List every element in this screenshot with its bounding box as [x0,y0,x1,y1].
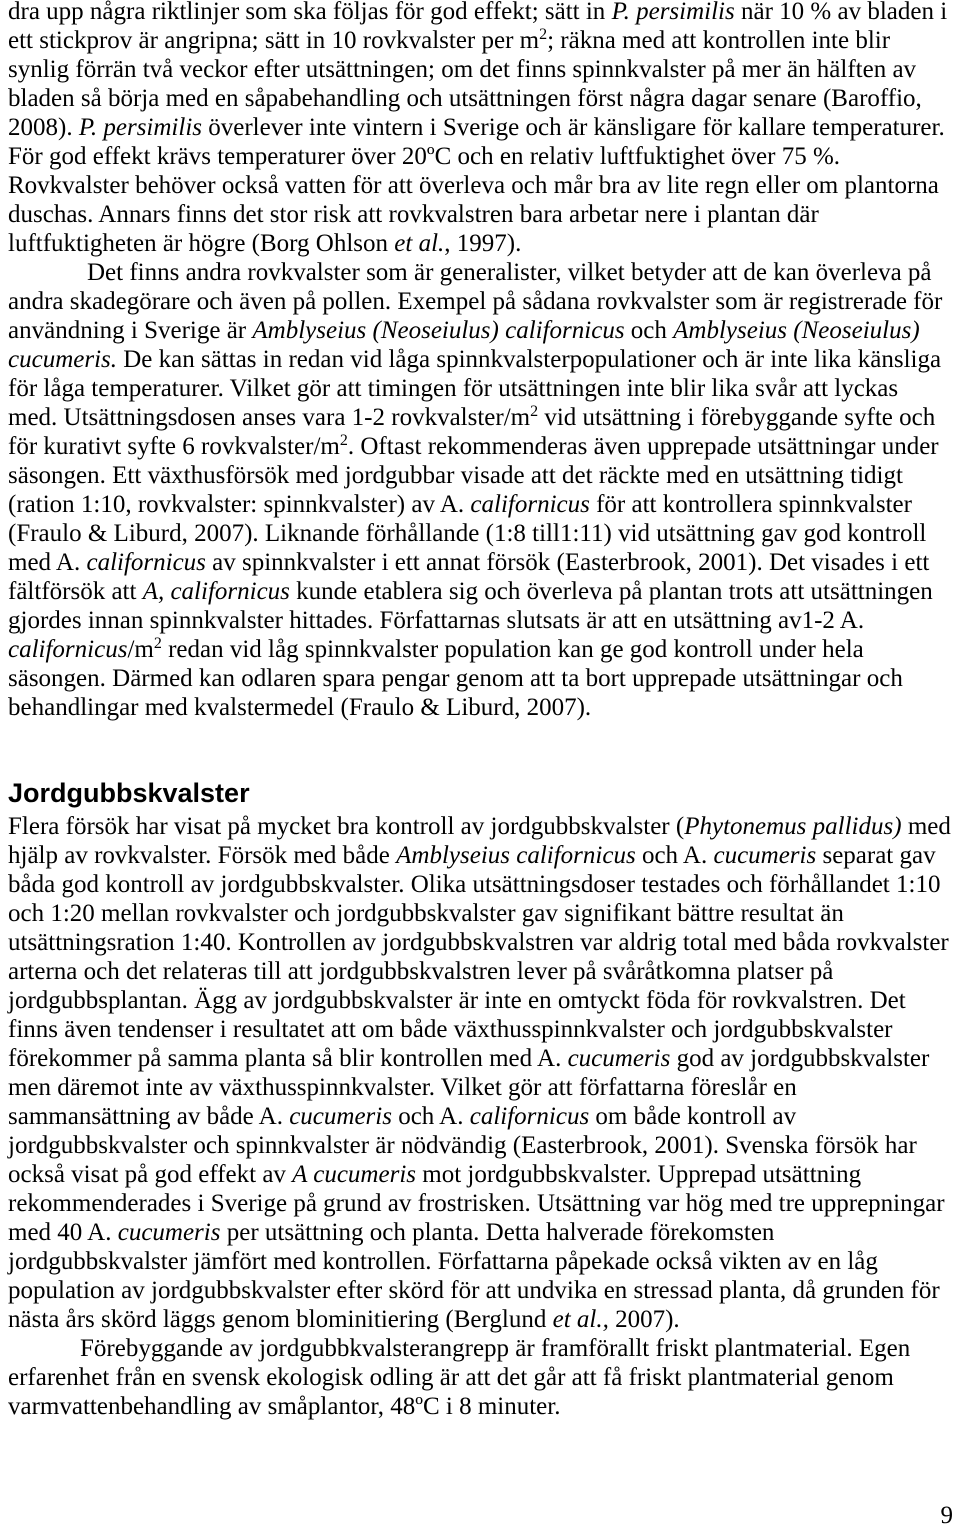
text-run: jordgubbskvalster jämfört med kontrollen. Författarna påpekade också vikten av en låg [8,1248,878,1275]
text-line [8,635,954,664]
text-line [8,519,954,548]
text-run: synlig förrän två veckor efter utsättningen; om det finns spinnkvalster på mer än hälften av [8,56,917,83]
text-run: arterna och det relateras till att jordgubbskvalstren lever på svåråtkomna platser på [8,958,834,985]
text-run: . Oftast rekommenderas även upprepade utsättningar under [347,433,939,460]
text-run: behandlingar med kvalstermedel (Fraulo & Liburd, 2007). [8,694,592,721]
text-run: Förebyggande av jordgubbkvalsterangrepp är framförallt friskt plantmaterial. Egen [80,1335,911,1362]
text-run: med 40 A. [8,1219,118,1246]
superscript: 2 [530,403,539,420]
text-run: fältförsök att [8,578,143,605]
text-run: rekommenderades i Sverige på grund av frostrisken. Utsättning var hög med tre upprepningar [8,1190,945,1217]
text-line [8,606,954,635]
text-line [8,258,954,287]
paragraph [8,258,954,722]
text-run: med. Utsättningsdosen anses vara 1-2 rovkvalster/m [8,404,531,431]
italic-text: cucumeris [117,1219,221,1246]
text-run: bladen så börja med en såpabehandling och utsättningen först några dagar senare (Baroffio, [8,85,922,112]
section-body [8,812,954,1421]
text-line [8,26,954,55]
text-run: för låga temperaturer. Vilket gör att timingen för utsättningen inte blir lika svår att lyckas [8,375,899,402]
text-line [8,461,954,490]
italic-text: californicus [469,1103,590,1130]
text-run: sammansättning av både A. [8,1103,290,1130]
superscript: 2 [539,26,548,43]
text-run: mot jordgubbskvalster. Upprepad utsättning [416,1161,862,1188]
text-line [8,899,954,928]
text-line [8,1363,954,1392]
text-run: också visat på god effekt av [8,1161,293,1188]
text-run: användning i Sverige är [8,317,253,344]
text-run: för att kontrollera spinnkvalster [589,491,912,518]
text-run: jordgubbsplantan. Ägg av jordgubbskvalster är inte en omtyckt föda för rovkvalstren. Det [8,987,906,1014]
text-run: varmvattenbehandling av småplantor, 48ºC i 8 minuter. [8,1393,561,1420]
paragraph [8,812,954,1334]
text-line [8,928,954,957]
text-run: god av jordgubbskvalster [670,1045,930,1072]
text-line [8,345,954,374]
paragraph [8,1334,954,1421]
text-run: duschas. Annars finns det stor risk att rovkvalstren bara arbetar nere i plantan där [8,201,819,228]
italic-text: A cucumeris [292,1161,416,1188]
text-run: population av jordgubbskvalster efter skörd för att undvika en stressad planta, då grunden för [8,1277,940,1304]
text-line [8,287,954,316]
text-run: och A. [391,1103,470,1130]
intro-text [8,0,954,722]
text-run: De kan sättas in redan vid låga spinnkvalsterpopulationer och är inte lika känsliga [117,346,942,373]
text-run: med A. [8,549,87,576]
text-run: separat gav [816,842,936,869]
text-run: per utsättning och planta. Detta halverade förekomsten [220,1219,775,1246]
text-run: vid utsättning i förebyggande syfte och [538,404,936,431]
italic-text: Amblyseius (Neoseiulus) [673,317,920,344]
text-run: (ration 1:10, rovkvalster: spinnkvalster) av A. [8,491,471,518]
text-run: gjordes innan spinnkvalster hittades. Författarnas slutsats är att en utsättning av1-2 A. [8,607,865,634]
text-line [8,490,954,519]
italic-text: cucumeris [289,1103,392,1130]
text-line [8,1334,954,1363]
text-run: erfarenhet från en svensk ekologisk odling är att det går att få friskt plantmaterial genom [8,1364,894,1391]
italic-text: cucumeris [713,842,817,869]
text-line [8,0,954,26]
text-line [8,316,954,345]
text-line [8,1044,954,1073]
text-line [8,841,954,870]
text-run: För god effekt krävs temperaturer över 20ºC och en relativ luftfuktighet över 75 %. [8,143,841,170]
text-run: med [901,813,951,840]
text-line [8,171,954,200]
italic-text: Amblyseius (Neoseiulus) californicus [252,317,625,344]
text-line [8,870,954,899]
text-run: kunde etablera sig och överleva på plantan trots att utsättningen [289,578,933,605]
text-run: och [624,317,674,344]
italic-text: Phytonemus pallidus) [684,813,902,840]
superscript: 2 [153,635,162,652]
text-run: Flera försök har visat på mycket bra kontroll av jordgubbskvalster ( [8,813,685,840]
text-line [8,664,954,693]
text-line [8,957,954,986]
text-line [8,1247,954,1276]
text-line [8,1073,954,1102]
text-run: men däremot inte av växthusspinnkvalster. Vilket gör att författarna föreslår en [8,1074,797,1101]
text-run: Det finns andra rovkvalster som är generalister, vilket betyder att de kan överleva på [87,259,932,286]
text-line [8,200,954,229]
text-line [8,1218,954,1247]
text-line [8,1160,954,1189]
italic-text: et al. [394,230,445,257]
text-line [8,432,954,461]
text-line [8,1305,954,1334]
text-line [8,374,954,403]
text-line [8,986,954,1015]
text-run: jordgubbskvalster och spinnkvalster är nödvändig (Easterbrook, 2001). Svenska försök har [8,1132,917,1159]
text-run: och 1:20 mellan rovkvalster och jordgubbskvalster gav signifikant bättre resultat än [8,900,844,927]
text-line [8,229,954,258]
text-line [8,1189,954,1218]
text-run: överlever inte vintern i Sverige och är känsligare för kallare temperaturer. [202,114,945,141]
italic-text: cucumeris [567,1045,671,1072]
text-run: /m [127,636,154,663]
text-run: förekommer på samma planta så blir kontrollen med A. [8,1045,568,1072]
text-run: ett stickprov är angripna; sätt in 10 rovkvalster per m [8,27,540,54]
italic-text: Amblyseius californicus [396,842,636,869]
text-run: (Fraulo & Liburd, 2007). Liknande förhållande (1:8 till1:11) vid utsättning gav god kontroll [8,520,927,547]
italic-text: californicus [86,549,206,576]
text-run: 2007). [608,1306,680,1333]
text-run: finns även tendenser i resultatet att om både växthusspinnkvalster och jordgubbskvalster [8,1016,893,1043]
text-line [8,55,954,84]
text-line [8,1015,954,1044]
text-line [8,693,954,722]
text-run: andra skadegörare och även på pollen. Exempel på sådana rovkvalster som är registrerade för [8,288,943,315]
text-run: 2008). [8,114,79,141]
text-run: nästa års skörd läggs genom blominitiering (Berglund [8,1306,553,1333]
italic-text: cucumeris. [8,346,117,373]
text-line [8,1392,954,1421]
text-run: , 1997). [444,230,522,257]
italic-text: et al., [552,1306,609,1333]
text-run: luftfuktigheten är högre (Borg Ohlson [8,230,395,257]
text-run: dra upp några riktlinjer som ska följas för god effekt; sätt in [8,0,612,25]
text-run: ; räkna med att kontrollen inte blir [547,27,891,54]
italic-text: A, californicus [142,578,290,605]
page-number: 9 [940,1502,953,1529]
text-run: utsättningsration 1:40. Kontrollen av jordgubbskvalstren var aldrig total med båda rovkvalster [8,929,949,956]
text-run: Rovkvalster behöver också vatten för att överleva och mår bra av lite regn eller om plantorna [8,172,939,199]
text-line [8,1131,954,1160]
italic-text: P. persimilis [78,114,202,141]
text-line [8,1102,954,1131]
text-line [8,113,954,142]
section-heading: Jordgubbskvalster [8,778,250,808]
text-run: om både kontroll av [589,1103,797,1130]
text-line [8,812,954,841]
italic-text: P. persimilis [611,0,735,25]
text-line [8,1276,954,1305]
paragraph [8,0,954,258]
italic-text: californicus [8,636,128,663]
text-line [8,577,954,606]
text-line [8,142,954,171]
text-run: av spinnkvalster i ett annat försök (Easterbrook, 2001). Det visades i ett [205,549,930,576]
text-line [8,548,954,577]
text-run: hjälp av rovkvalster. Försök med både [8,842,397,869]
italic-text: californicus [470,491,590,518]
text-run: för kurativt syfte 6 rovkvalster/m [8,433,340,460]
text-line [8,84,954,113]
text-run: redan vid låg spinnkvalster population kan ge god kontroll under hela [161,636,864,663]
text-run: när 10 % av bladen i [734,0,948,25]
text-run: och A. [635,842,714,869]
text-run: båda god kontroll av jordgubbskvalster. Olika utsättningsdoser testades och förhållandet 1:10 [8,871,941,898]
text-run: säsongen. Därmed kan odlaren spara pengar genom att ta bort upprepade utsättningar och [8,665,903,692]
text-line [8,403,954,432]
text-run: säsongen. Ett växthusförsök med jordgubbar visade att det räckte med en utsättning tidigt [8,462,903,489]
superscript: 2 [339,432,348,449]
